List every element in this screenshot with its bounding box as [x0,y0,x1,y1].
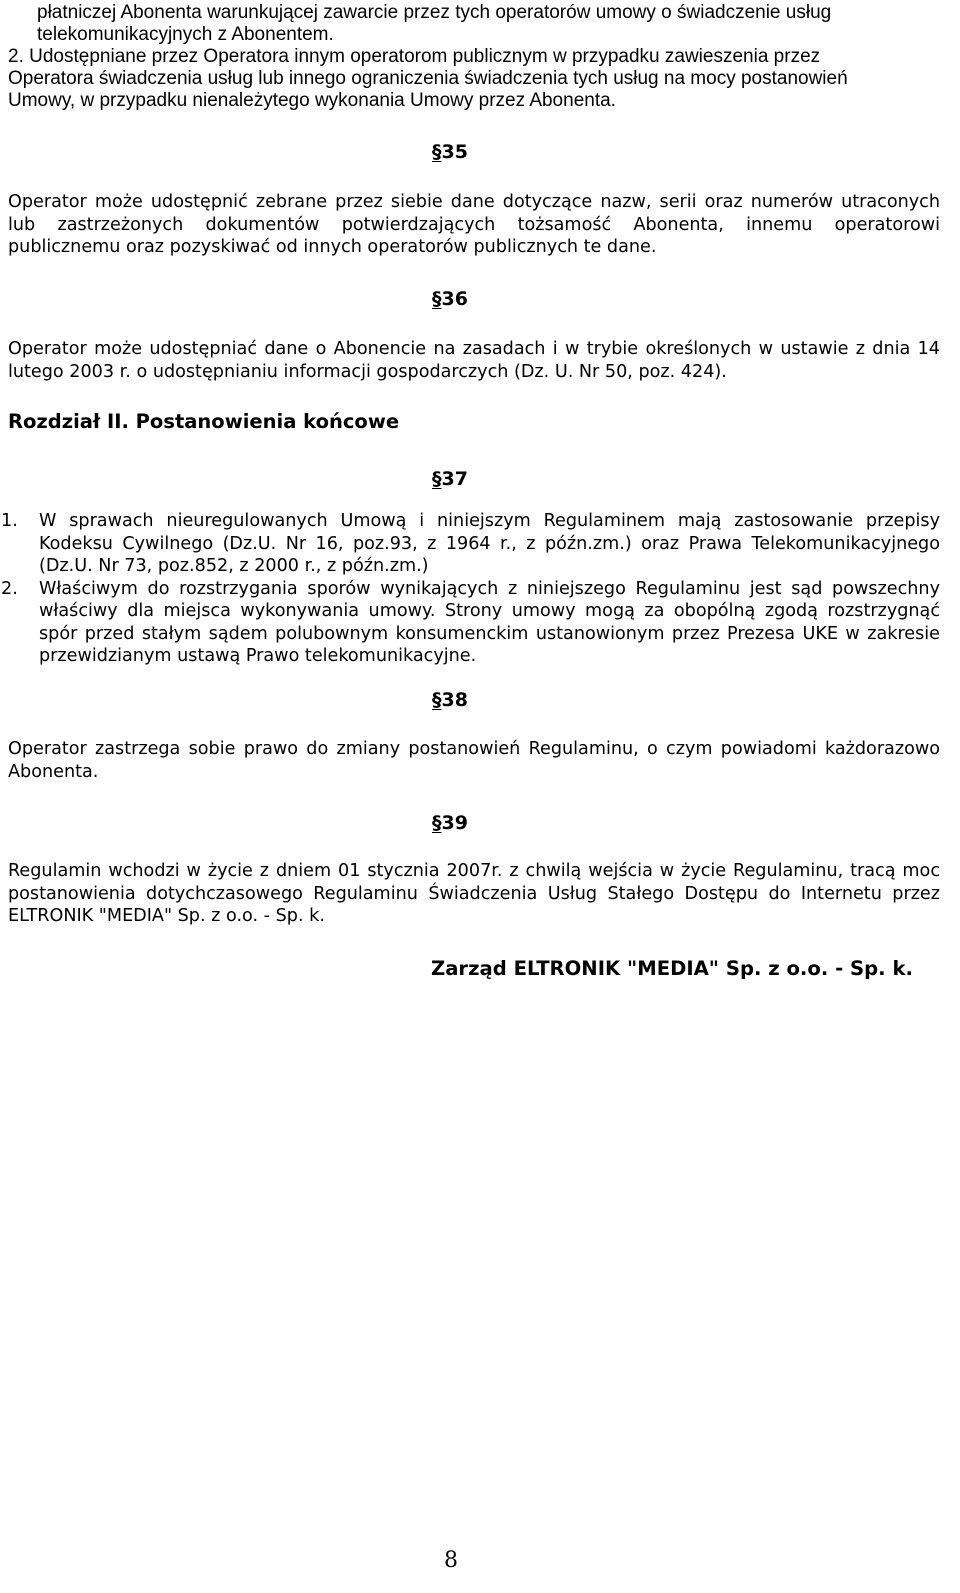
section-heading-38 [432,689,468,711]
list-item [1,510,940,578]
intro-item-2 [8,46,956,112]
section-sign: § [432,288,442,310]
section-number: 39 [441,812,468,834]
list-number: 2. [1,578,18,599]
section-heading-39 [432,812,468,834]
page-number: 8 [444,1548,458,1573]
list-number: 1. [1,511,18,531]
intro-line: płatniczej Abonenta warunkującej zawarcie przez tych operatorów umowy o świadczenie usług [37,2,832,23]
section-sign: § [432,812,442,834]
section-number: 38 [441,689,468,711]
section-heading-37 [432,468,468,490]
section-sign: § [432,468,442,490]
list-item-text: W sprawach nieuregulowanych Umową i niniejszym Regulaminem mają zastosowanie przepisy Kodeksu Cywilnego (Dz.U. Nr 16, poz.93, z 1964 r., z późn.zm.) oraz Prawa Telekomunikacyjnego (Dz.U. Nr 73, poz.852, z 2000 r., z późn.zm.) [39,511,940,576]
section-37-list [1,510,940,668]
section-sign: § [432,141,442,163]
list-number: 2. [8,46,24,67]
list-item-text: Właściwym do rozstrzygania sporów wynikających z niniejszego Regulaminu jest sąd powszechny właściwy dla miejsca wykonywania umowy. Strony umowy mogą za obopólną zgodą rozstrzygnąć spór przed stałym sądem polubownym konsumenckim ustanowionym przez Prezesa UKE w zakresie przewidzianym ustawą Prawo telekomunikacyjne. [39,578,940,666]
list-item [1,578,940,668]
section-38-text: Operator zastrzega sobie prawo do zmiany postanowień Regulaminu, o czym powiadomi każdorazowo Abonenta. [8,739,940,782]
intro-item-text: Udostępniane przez Operatora innym operatorom publicznym w przypadku zawieszenia przez [29,46,821,67]
section-heading-36 [432,288,468,310]
section-number: 37 [441,468,468,490]
section-heading-35 [432,141,468,163]
intro-item-text: Umowy, w przypadku nienależytego wykonania Umowy przez Abonenta. [8,90,616,111]
section-sign: § [432,689,442,711]
section-36-text: Operator może udostępniać dane o Abonencie na zasadach i w trybie określonych w ustawie z dnia 14 lutego 2003 r. o udostępnianiu informacji gospodarczych (Dz. U. Nr 50, poz. 424). [8,339,940,382]
section-39-text: Regulamin wchodzi w życie z dniem 01 stycznia 2007r. z chwilą wejścia w życie Regulaminu, tracą moc postanowienia dotychczasowego Regulaminu Świadczenia Usług Stałego Dostępu do Internetu przez ELTRONIK "MEDIA" Sp. z o.o. - Sp. k. [8,861,940,926]
intro-line: telekomunikacyjnych z Abonentem. [37,24,334,45]
section-number: 36 [441,288,468,310]
section-number: 35 [441,141,468,163]
intro-item-text: Operatora świadczenia usług lub innego ograniczenia świadczenia tych usług na mocy postanowień [8,68,848,89]
intro-continuation [37,2,957,46]
chapter-heading: Rozdział II. Postanowienia końcowe [8,410,400,433]
signature: Zarząd ELTRONIK "MEDIA" Sp. z o.o. - Sp. k. [431,957,913,980]
section-35-text: Operator może udostępnić zebrane przez siebie dane dotyczące nazw, serii oraz numerów utraconych lub zastrzeżonych dokumentów potwierdzających tożsamość Abonenta, innemu operatorowi publicznemu oraz pozyskiwać od innych operatorów publicznych te dane. [8,192,940,257]
